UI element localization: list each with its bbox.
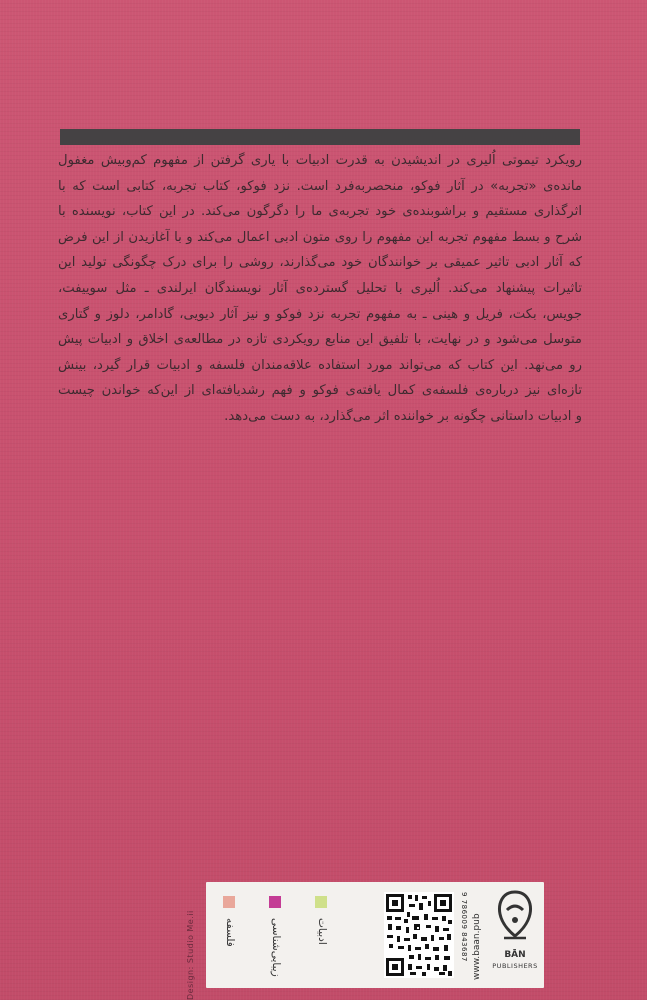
publisher-logo xyxy=(490,888,540,982)
blurb-line: متوسل می‌شود و در نهایت، با تلفیق این منابع رویکردی تازه در مطالعه‌ی اخلاق و ادبیات پیش xyxy=(58,332,582,348)
category-swatch xyxy=(223,896,235,908)
category-aesthetics xyxy=(256,882,296,988)
category-label: زیبایی‌شناسی xyxy=(270,918,282,977)
category-literature xyxy=(302,882,342,988)
blurb-line: تاثیرات پیشنهاد می‌کند. اُلیری با تحلیل گسترده‌ی آثار نویسندگان ایرلندی ـ مثل سوییفت، xyxy=(58,280,582,296)
category-swatch xyxy=(315,896,327,908)
blurb-line: که آثار ادبی تاثیر عمیقی بر خوانندگان خود می‌گذارند، روشی را برای درک چگونگی تولید این xyxy=(58,255,582,271)
barcode xyxy=(384,892,468,978)
isbn-number: 9 786009 843687 xyxy=(460,892,468,962)
category-label: فلسفه xyxy=(224,918,236,947)
blurb-line: شرح و بسط مفهوم تجربه این مفهوم را روی متون ادبی اعمال می‌کند و با آغازیدن از این فرض xyxy=(58,229,582,245)
blurb-text xyxy=(58,148,582,430)
blurb-line: و ادبیات داستانی چگونه بر خواننده اثر می‌گذارد، به دست می‌دهد. xyxy=(224,408,582,424)
blurb-line: رویکرد تیموتی اُلیری در اندیشیدن به قدرت ادبیات با یاری گرفتن از مفهوم کم‌وبیش مغفول xyxy=(58,153,582,168)
publisher-website: www.baan.pub xyxy=(472,913,482,980)
publisher-name: BĀN xyxy=(504,950,526,960)
blurb-line: رو می‌نهد. این کتاب که می‌تواند مورد استفاده علاقه‌مندان فلسفه و ادبیات قرار گیرد، بینش xyxy=(58,357,582,373)
category-philosophy xyxy=(210,882,250,988)
decorative-bar xyxy=(60,129,580,145)
publisher-subtitle: PUBLISHERS xyxy=(492,962,538,970)
category-swatch xyxy=(269,896,281,908)
category-label: ادبیات xyxy=(316,918,328,945)
qr-code-icon xyxy=(384,892,454,978)
design-credit: Design: Studio Me.ii xyxy=(186,910,195,1000)
blurb-line: مانده‌ی «تجربه» در آثار فوکو، منحصربه‌فرد است. نزد فوکو، کتاب تجربه، کتابی است که با xyxy=(58,178,582,194)
blurb-line: جویس، بکت، فریل و هینی ـ به مفهوم تجربه نزد فوکو و نیز آثار دیویی، گادامر، دلوز و گتاری xyxy=(58,306,582,322)
blurb-line: تازه‌ای نیز درباره‌ی فلسفه‌ی کمال یافته‌ی فوکو و فهم رشد‌یافته‌ای از این‌که خواندن چیست xyxy=(58,383,582,399)
info-label xyxy=(206,882,544,988)
blurb-line: اثرگذاری مستقیم و براشوبنده‌ی خود تجربه‌ی ما را دگرگون می‌کند. در این کتاب، نویسنده با xyxy=(58,204,582,220)
publisher-emblem-icon xyxy=(490,888,540,948)
